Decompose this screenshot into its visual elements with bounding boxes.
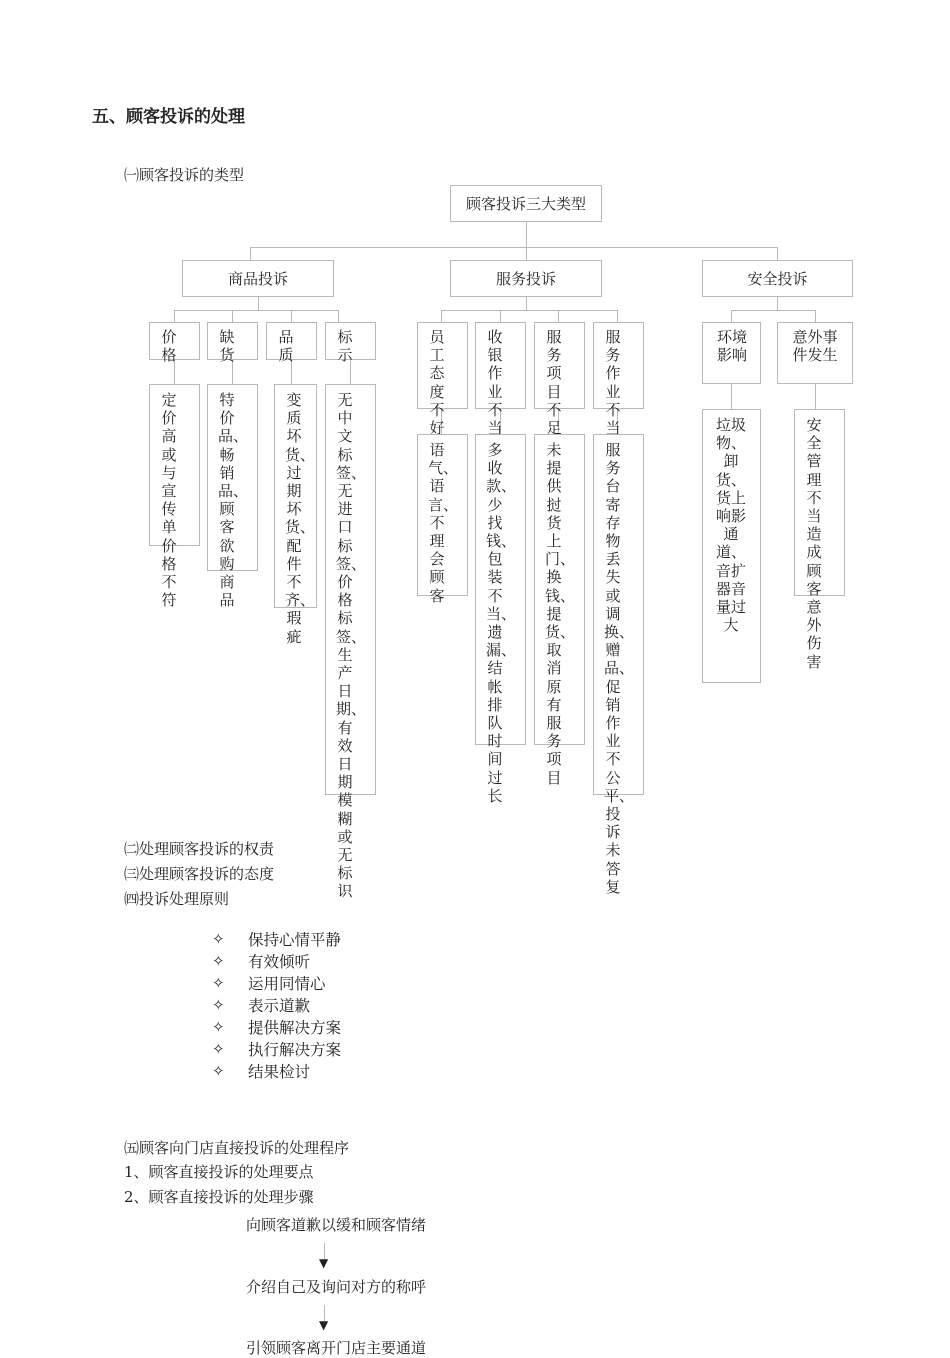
tree-detail-quality-text: 变质坏货、过期坏货、配件不齐、瑕疵 (285, 391, 316, 646)
tree-detail-price-text: 定价高或与宣传单价格不符 (161, 391, 177, 610)
subheading-attitude: ㈢处理顾客投诉的态度 (124, 865, 275, 883)
tree-detail-staff-attitude-text: 语气、语言、不理会顾客 (428, 441, 459, 605)
subheading-principles: ㈣投诉处理原则 (124, 890, 230, 908)
tree-node-environment-label: 环境影响 (716, 328, 747, 365)
tree-node-quality-label: 品质 (278, 328, 294, 365)
diamond-bullet-icon: ✧ (212, 952, 225, 970)
list-item (212, 972, 341, 994)
principle-text: 提供解决方案 (248, 1019, 342, 1037)
principle-text: 执行解决方案 (248, 1041, 342, 1059)
tree-goods-label: 商品投诉 (227, 270, 288, 288)
principle-text: 运用同情心 (248, 975, 326, 993)
tree-safety-label: 安全投诉 (747, 270, 808, 288)
list-item (212, 950, 341, 972)
diamond-bullet-icon: ✧ (212, 930, 225, 948)
diamond-bullet-icon: ✧ (212, 1040, 225, 1058)
tree-root-label: 顾客投诉三大类型 (465, 195, 586, 213)
principle-text: 保持心情平静 (248, 931, 342, 949)
list-item (212, 994, 341, 1016)
tree-detail-cashier-text: 多收款、少找钱、包装不当、遗漏、结帐排队时间过长 (486, 441, 517, 805)
flow-step-3: 引领顾客离开门店主要通道 (246, 1339, 427, 1357)
tree-node-accident-label: 意外事件发生 (792, 328, 838, 365)
tree-node-service-operation-label: 服务作业不当 (605, 328, 621, 438)
principle-text: 表示道歉 (248, 997, 311, 1015)
tree-root (450, 185, 602, 222)
diamond-bullet-icon: ✧ (212, 1062, 225, 1080)
list-item (212, 1038, 341, 1060)
tree-node-cashier-label: 收银作业不当 (487, 328, 503, 438)
tree-detail-service-operation-text: 服务台寄存物丢失或调换、赠品、促销作业不公平、投诉未答复 (604, 441, 635, 896)
arrow-down-icon: ▼ (319, 1256, 329, 1270)
tree-detail-accident-text: 安全管理不当造成顾客意外伤害 (806, 416, 822, 671)
list-item (212, 928, 341, 950)
point-key-points: 1、顾客直接投诉的处理要点 (124, 1163, 314, 1181)
diamond-bullet-icon: ✧ (212, 996, 225, 1014)
principle-text: 结果检讨 (248, 1063, 311, 1081)
subheading-complaint-types: ㈠顾客投诉的类型 (124, 166, 245, 184)
list-item (212, 1016, 341, 1038)
point-steps: 2、顾客直接投诉的处理步骤 (124, 1188, 314, 1206)
tree-service-complaint (450, 260, 602, 297)
tree-goods-complaint (182, 260, 334, 297)
list-item (212, 1060, 341, 1082)
tree-service-label: 服务投诉 (495, 270, 556, 288)
subheading-responsibility: ㈡处理顾客投诉的权责 (124, 840, 275, 858)
tree-node-service-items-label: 服务项目不足 (546, 328, 562, 438)
tree-detail-service-items-text: 未提供挝货上门、换钱、提货、取消原有服务项目 (545, 441, 576, 787)
tree-node-staff-attitude-label: 员工态度不好 (429, 328, 445, 438)
tree-detail-environment-text: 垃圾物、卸货、货上响影通道、音扩器音量过大 (715, 416, 746, 635)
flow-step-1: 向顾客道歉以缓和顾客情绪 (246, 1216, 427, 1234)
tree-detail-labeling-text: 无中文标签、无进口标签、价格标签、生产日期、有效日期模糊或无标识 (336, 391, 367, 901)
flow-step-2: 介绍自己及询问对方的称呼 (246, 1278, 427, 1296)
tree-node-out-of-stock-label: 缺货 (219, 328, 235, 365)
principle-text: 有效倾听 (248, 953, 311, 971)
subheading-direct-complaint: ㈤顾客向门店直接投诉的处理程序 (124, 1139, 350, 1157)
tree-node-price-label: 价格 (161, 328, 177, 365)
tree-node-labeling-label: 标示 (337, 328, 353, 365)
diamond-bullet-icon: ✧ (212, 974, 225, 992)
tree-safety-complaint (702, 260, 853, 297)
tree-detail-out-of-stock-text: 特价品、畅销品、顾客欲购商品 (218, 391, 249, 610)
arrow-down-icon: ▼ (319, 1318, 329, 1332)
section-heading: 五、顾客投诉的处理 (92, 107, 245, 127)
diamond-bullet-icon: ✧ (212, 1018, 225, 1036)
principles-list (212, 928, 341, 1082)
